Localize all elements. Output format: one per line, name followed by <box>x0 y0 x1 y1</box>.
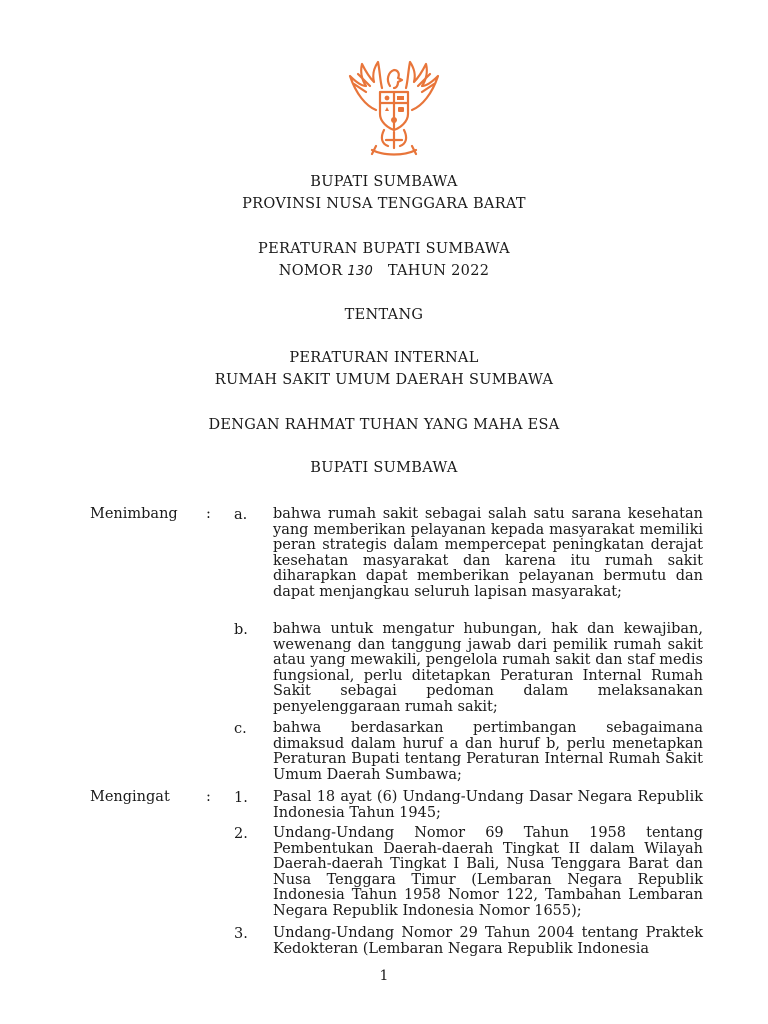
mengingat-item-2-text: Undang-Undang Nomor 69 Tahun 1958 tentang Pembentukan Daerah-daerah Tingkat II dalam Wilayah Daerah-daerah Tingkat I Bali, Nusa Tenggara Barat dan Nusa Tenggara Timur (Lembaran Negara Republik Indonesia Tahun 1958 Nomor 122, Tambahan Lembaran Negara Republik Indonesia Nomor 1655); <box>273 825 703 919</box>
regulation-number <box>0 263 768 279</box>
bupati-heading: BUPATI SUMBAWA <box>310 460 458 476</box>
mengingat-label: Mengingat <box>90 789 170 805</box>
regulation-year: TAHUN 2022 <box>387 263 490 279</box>
tentang-heading: TENTANG <box>344 307 424 323</box>
mengingat-item-3-marker: 3. <box>234 926 248 942</box>
menimbang-item-b-text: bahwa untuk mengatur hubungan, hak dan kewajiban, wewenang dan tanggung jawab dari pemilik rumah sakit atau yang mewakili, pengelola rumah sakit dan staf medis fungsional, perlu ditetapkan Peraturan Internal Rumah Sakit sebagai pedoman dalam melaksanakan penyelenggaraan rumah sakit; <box>273 621 703 715</box>
menimbang-colon: : <box>206 506 211 522</box>
menimbang-label: Menimbang <box>90 506 178 522</box>
mengingat-colon: : <box>206 789 211 805</box>
nomor-label: NOMOR <box>278 263 343 279</box>
page-number: 1 <box>379 968 389 984</box>
menimbang-item-c-text: bahwa berdasarkan pertimbangan sebagaimana dimaksud dalam huruf a dan huruf b, perlu menetapkan Peraturan Bupati tentang Peraturan Internal Rumah Sakit Umum Daerah Sumbawa; <box>273 720 703 783</box>
issuer-province: PROVINSI NUSA TENGGARA BARAT <box>242 196 526 212</box>
mengingat-item-1-marker: 1. <box>234 790 248 806</box>
mengingat-item-3-text: Undang-Undang Nomor 29 Tahun 2004 tentang Praktek Kedokteran (Lembaran Negara Republik Indonesia <box>273 925 703 957</box>
mengingat-item-1-text: Pasal 18 ayat (6) Undang-Undang Dasar Negara Republik Indonesia Tahun 1945; <box>273 789 703 821</box>
issuer-title: BUPATI SUMBAWA <box>310 174 458 190</box>
regulation-title-line1: PERATURAN INTERNAL <box>289 350 479 366</box>
menimbang-item-c-marker: c. <box>234 721 247 737</box>
menimbang-item-b-marker: b. <box>234 622 248 638</box>
regulation-title-line2: RUMAH SAKIT UMUM DAERAH SUMBAWA <box>214 372 554 388</box>
mengingat-item-2-marker: 2. <box>234 826 248 842</box>
garuda-emblem-icon <box>336 58 452 158</box>
regulation-type: PERATURAN BUPATI SUMBAWA <box>258 241 510 257</box>
rahmat-phrase: DENGAN RAHMAT TUHAN YANG MAHA ESA <box>208 417 560 433</box>
nomor-value: 130 <box>347 264 374 279</box>
menimbang-item-a-text: bahwa rumah sakit sebagai salah satu sarana kesehatan yang memberikan pelayanan kepada masyarakat memiliki peran strategis dalam mempercepat peningkatan derajat kesehatan masyarakat dan karena itu rumah sakit diharapkan dapat memberikan pelayanan bermutu dan dapat menjangkau seluruh lapisan masyarakat; <box>273 506 703 600</box>
menimbang-item-a-marker: a. <box>234 507 248 523</box>
